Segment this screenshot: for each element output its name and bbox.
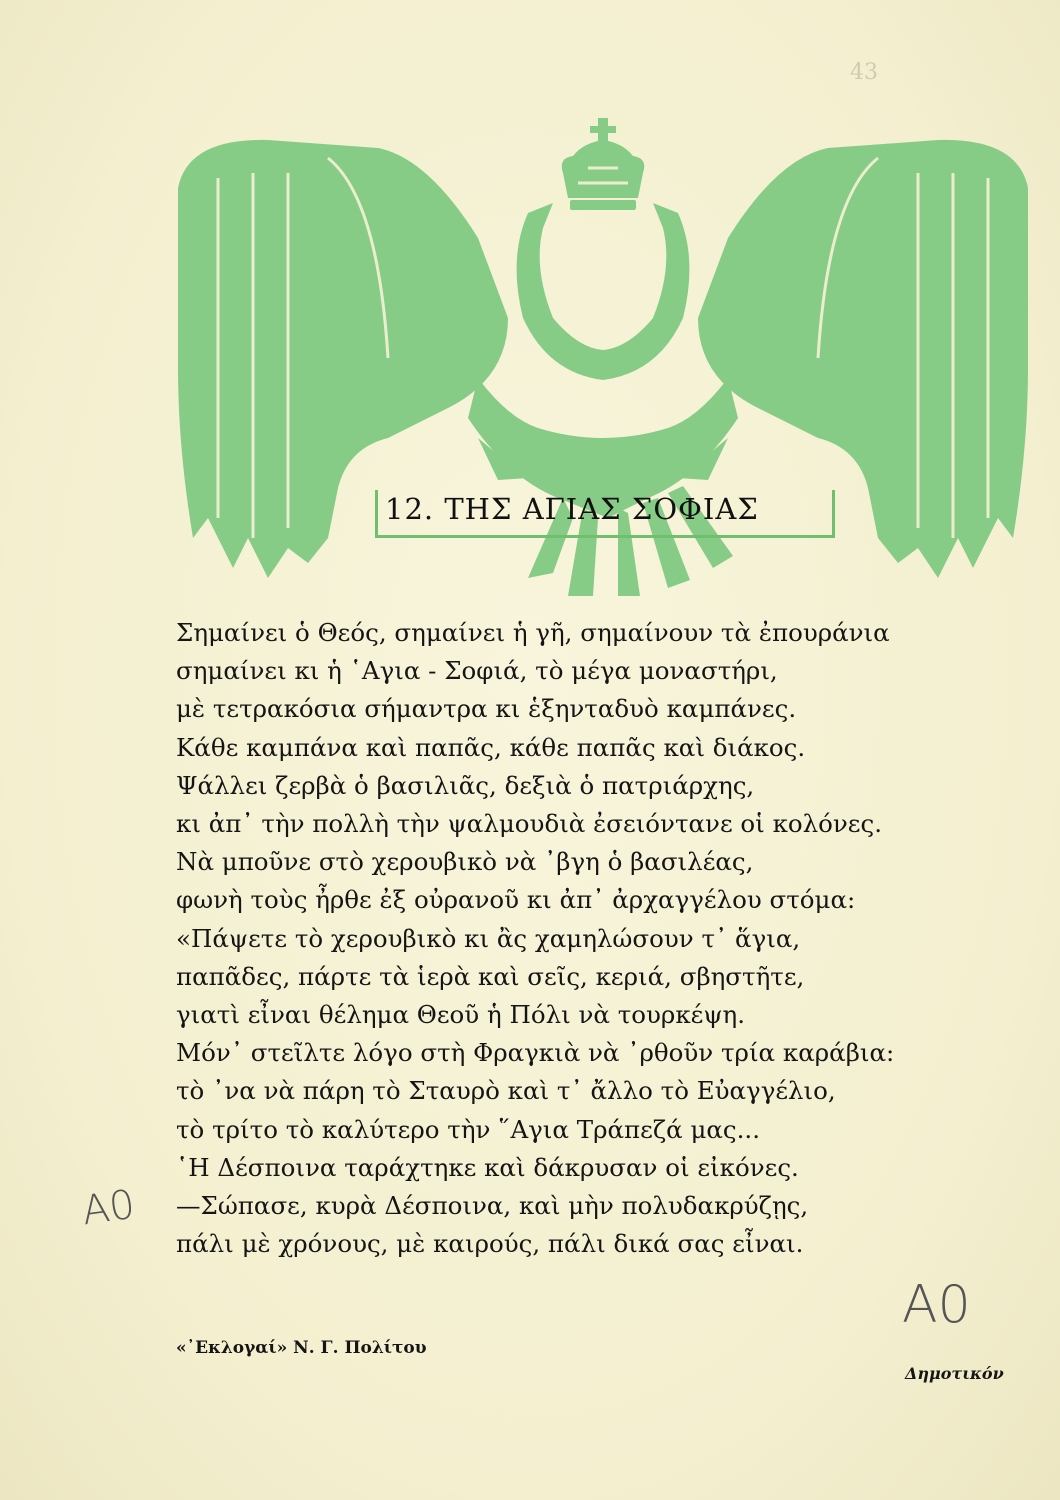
poem-line: τὸ ᾽να νὰ πάρη τὸ Σταυρὸ καὶ τ᾽ ἄλλο τὸ Εὐαγγέλιο,: [176, 1076, 836, 1106]
poem-line: φωνὴ τοὺς ἦρθε ἐξ οὐρανοῦ κι ἀπ᾽ ἀρχαγγέλου στόμα:: [176, 885, 856, 915]
poem-line: —Σώπασε, κυρὰ Δέσποινα, καὶ μὴν πολυδακρύζῃς,: [176, 1191, 809, 1221]
poem-line: πάλι μὲ χρόνους, μὲ καιρούς, πάλι δικά σας εἶναι.: [176, 1229, 804, 1259]
source-citation: «᾽Εκλογαί» Ν. Γ. Πολίτου: [176, 1338, 427, 1358]
poem-line: τὸ τρίτο τὸ καλύτερο τὴν ῞Αγια Τράπεζά μας...: [176, 1114, 760, 1144]
poem-text: [176, 614, 1036, 1263]
poem-line: ῾Η Δέσποινα ταράχτηκε καὶ δάκρυσαν οἱ εἰκόνες.: [176, 1152, 799, 1182]
poem-line: κι ἀπ᾽ τὴν πολλὴ τὴν ψαλμουδιὰ ἐσειόντανε οἱ κολόνες.: [176, 809, 883, 839]
handwritten-mark-right: Α0: [902, 1275, 971, 1335]
poem-line: σημαίνει κι ἡ ῾Αγια - Σοφιά, τὸ μέγα μοναστήρι,: [176, 656, 778, 686]
handwritten-mark-left: Α0: [79, 1181, 138, 1235]
poem-line: Νὰ μποῦνε στὸ χερουβικὸ νὰ ᾽βγη ὁ βασιλέας,: [176, 847, 754, 877]
poem-line: παπᾶδες, πάρτε τὰ ἱερὰ καὶ σεῖς, κεριά, σβηστῆτε,: [176, 961, 805, 991]
poem-line: «Πάψετε τὸ χερουβικὸ κι ἂς χαμηλώσουν τ᾽ ἅγια,: [176, 923, 801, 953]
poem-line: Ψάλλει ζερβὰ ὁ βασιλιᾶς, δεξιὰ ὁ πατριάρχης,: [176, 770, 755, 800]
genre-label: Δημοτικόν: [905, 1364, 1004, 1383]
poem-line: μὲ τετρακόσια σήμαντρα κι ἑξηνταδυὸ καμπάνες.: [176, 694, 797, 724]
poem-line: Σημαίνει ὁ Θεός, σημαίνει ἡ γῆ, σημαίνουν τὰ ἐπουράνια: [176, 618, 890, 647]
poem-line: Μόν᾽ στεῖλτε λόγο στὴ Φραγκιὰ νὰ ᾽ρθοῦν τρία καράβια:: [176, 1038, 895, 1068]
poem-line: γιατὶ εἶναι θέλημα Θεοῦ ἡ Πόλι νὰ τουρκέψη.: [176, 1000, 746, 1030]
poem-line: Κάθε καμπάνα καὶ παπᾶς, κάθε παπᾶς καὶ διάκος.: [176, 732, 806, 762]
poem-title: 12. ΤΗΣ ΑΓΙΑΣ ΣΟΦΙΑΣ: [385, 492, 759, 526]
page-number: 43: [850, 60, 878, 85]
